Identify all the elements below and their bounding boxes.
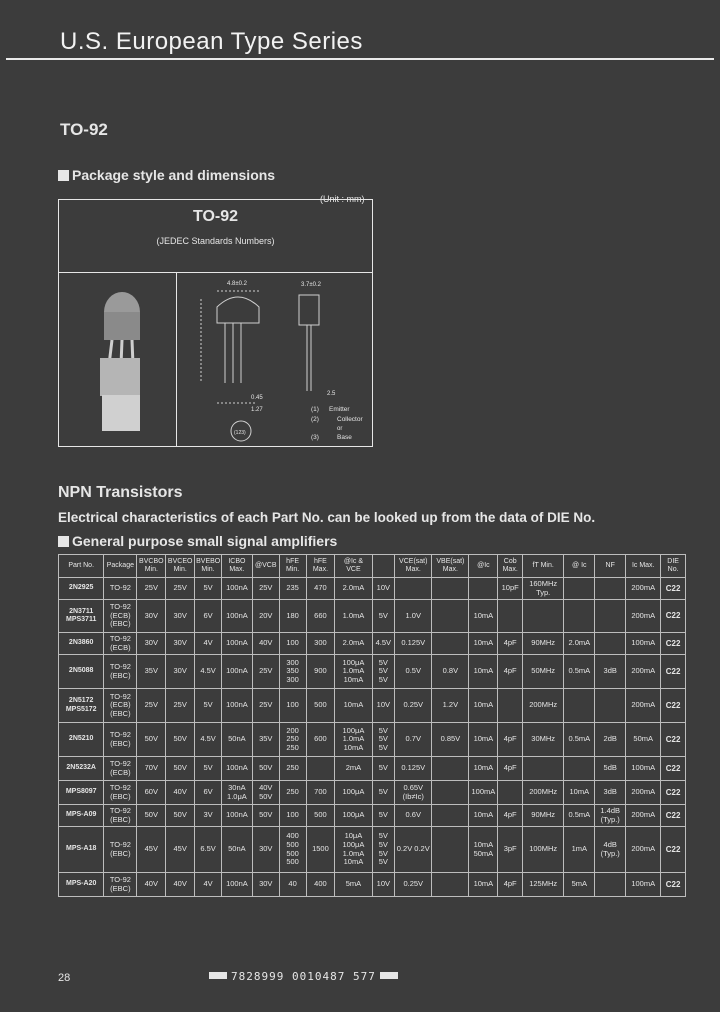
- table-cell: 30V: [137, 600, 166, 633]
- table-cell: 2dB: [595, 723, 626, 757]
- table-cell: 40V: [166, 873, 195, 897]
- table-cell: TO-92 (EBC): [104, 873, 137, 897]
- dim-width: 4.8±0.2: [227, 281, 247, 287]
- table-cell: [432, 633, 469, 655]
- table-cell: 100μA: [335, 781, 372, 805]
- table-cell: 100: [279, 689, 306, 723]
- table-header-cell: VBE(sat) Max.: [432, 555, 469, 578]
- table-row: [59, 633, 686, 655]
- table-cell: 35V: [137, 655, 166, 689]
- table-cell: 5V: [195, 757, 222, 781]
- table-row: [59, 873, 686, 897]
- table-cell: [469, 578, 498, 600]
- table-cell: 100μA 1.0mA 10mA: [335, 655, 372, 689]
- dim-pitch: 2.5: [327, 391, 336, 397]
- table-cell: 0.2V 0.2V: [395, 827, 432, 873]
- table-cell: TO-92 (EBC): [104, 723, 137, 757]
- table-cell: 1.2V: [432, 689, 469, 723]
- table-header-cell: [372, 555, 395, 578]
- table-cell: 100μA 1.0mA 10mA: [335, 723, 372, 757]
- table-header-row: [59, 555, 686, 578]
- table-cell: 600: [306, 723, 335, 757]
- table-cell: 0.25V: [395, 873, 432, 897]
- table-cell: 4pF: [498, 655, 523, 689]
- table-cell: [432, 873, 469, 897]
- table-cell: 4pF: [498, 873, 523, 897]
- table-cell: [306, 757, 335, 781]
- table-cell: 1mA: [564, 827, 595, 873]
- table-cell: 100nA: [221, 633, 252, 655]
- table-cell: 4pF: [498, 633, 523, 655]
- table-cell: 25V: [137, 689, 166, 723]
- table-header-cell: BVCBO Min.: [137, 555, 166, 578]
- table-cell: 160MHz Typ.: [523, 578, 564, 600]
- table-cell: [564, 578, 595, 600]
- die-number-cell: C22: [661, 827, 686, 873]
- table-cell: 30V: [166, 633, 195, 655]
- table-cell: 470: [306, 578, 335, 600]
- table-cell: 30V: [252, 873, 279, 897]
- table-cell: 50MHz: [523, 655, 564, 689]
- table-cell: 5mA: [564, 873, 595, 897]
- table-header-cell: ICBO Max.: [221, 555, 252, 578]
- table-cell: 300 350 300: [279, 655, 306, 689]
- table-cell: 6V: [195, 600, 222, 633]
- table-cell: 4V: [195, 633, 222, 655]
- page-title: U.S. European Type Series: [60, 28, 363, 55]
- table-cell: 200MHz: [523, 689, 564, 723]
- table-cell: 100mA: [469, 781, 498, 805]
- table-cell: 10mA: [469, 805, 498, 827]
- table-cell: 250: [279, 757, 306, 781]
- table-cell: 50nA: [221, 723, 252, 757]
- table-cell: 5V: [195, 689, 222, 723]
- die-number-cell: C22: [661, 633, 686, 655]
- die-number-cell: C22: [661, 781, 686, 805]
- table-cell: TO-92: [104, 578, 137, 600]
- table-cell: TO-92 (EBC): [104, 781, 137, 805]
- table-cell: 100nA: [221, 757, 252, 781]
- table-cell: 10μA 100μA 1.0mA 10mA: [335, 827, 372, 873]
- npn-subheading-text: General purpose small signal amplifiers: [72, 533, 338, 549]
- table-cell: 10mA: [335, 689, 372, 723]
- table-cell: 100nA: [221, 655, 252, 689]
- part-number-cell: 2N5210: [59, 723, 104, 757]
- table-cell: [564, 689, 595, 723]
- dim-lead: 0.45: [251, 395, 263, 401]
- table-cell: [595, 873, 626, 897]
- part-number-cell: MPS-A18: [59, 827, 104, 873]
- table-cell: 40V 50V: [252, 781, 279, 805]
- table-cell: 25V: [252, 689, 279, 723]
- table-cell: 235: [279, 578, 306, 600]
- table-row: [59, 655, 686, 689]
- part-number-cell: 2N2925: [59, 578, 104, 600]
- table-cell: 30MHz: [523, 723, 564, 757]
- table-cell: 25V: [252, 655, 279, 689]
- dim-spacing: 1.27: [251, 407, 263, 413]
- table-cell: 30nA 1.0μA: [221, 781, 252, 805]
- table-header-cell: @Ic: [469, 555, 498, 578]
- table-cell: [432, 827, 469, 873]
- pin-outline-label: (123): [234, 430, 246, 436]
- table-cell: 0.6V: [395, 805, 432, 827]
- package-heading: [58, 167, 275, 183]
- table-cell: [564, 757, 595, 781]
- table-cell: 2.0mA: [564, 633, 595, 655]
- table-cell: 0.5mA: [564, 655, 595, 689]
- table-cell: 30V: [166, 655, 195, 689]
- table-cell: 90MHz: [523, 633, 564, 655]
- table-cell: 25V: [137, 578, 166, 600]
- table-cell: 5V: [195, 578, 222, 600]
- die-number-cell: C22: [661, 689, 686, 723]
- table-cell: 700: [306, 781, 335, 805]
- pin1: (1): [311, 406, 319, 413]
- table-header-cell: BVEBO Min.: [195, 555, 222, 578]
- table-header-cell: DIE No.: [661, 555, 686, 578]
- table-cell: 30V: [137, 633, 166, 655]
- table-cell: TO-92 (EBC): [104, 827, 137, 873]
- table-cell: [595, 689, 626, 723]
- table-row: [59, 723, 686, 757]
- table-cell: 50V: [166, 757, 195, 781]
- table-cell: 50V: [252, 757, 279, 781]
- header-rule: [6, 58, 714, 60]
- table-header-cell: Ic Max.: [626, 555, 661, 578]
- table-cell: 100mA: [626, 633, 661, 655]
- bar-mark-icon: [209, 972, 227, 979]
- barcode-line: [205, 970, 402, 983]
- table-cell: 200mA: [626, 689, 661, 723]
- table-cell: 0.7V: [395, 723, 432, 757]
- table-cell: 100: [279, 633, 306, 655]
- table-cell: 10mA: [469, 633, 498, 655]
- table-cell: 10mA: [469, 723, 498, 757]
- table-cell: 2.0mA: [335, 578, 372, 600]
- table-cell: 0.125V: [395, 757, 432, 781]
- table-cell: 50V: [252, 805, 279, 827]
- dimension-drawing: [177, 273, 373, 446]
- square-bullet-icon: [58, 536, 69, 547]
- table-cell: 2.0mA: [335, 633, 372, 655]
- table-cell: TO-92 (ECB): [104, 757, 137, 781]
- table-cell: 100nA: [221, 873, 252, 897]
- die-number-cell: C22: [661, 873, 686, 897]
- table-cell: 5mA: [335, 873, 372, 897]
- table-cell: 40: [279, 873, 306, 897]
- table-cell: 1.0mA: [335, 600, 372, 633]
- table-header-cell: BVCEO Min.: [166, 555, 195, 578]
- table-cell: 0.25V: [395, 689, 432, 723]
- table-cell: 900: [306, 655, 335, 689]
- part-number-cell: 2N3711 MPS3711: [59, 600, 104, 633]
- table-cell: 10pF: [498, 578, 523, 600]
- table-cell: 50mA: [626, 723, 661, 757]
- table-cell: 0.5mA: [564, 805, 595, 827]
- table-cell: 0.8V: [432, 655, 469, 689]
- table-cell: 1.4dB (Typ.): [595, 805, 626, 827]
- table-cell: [432, 600, 469, 633]
- pin2: (2): [311, 416, 319, 423]
- table-cell: TO-92 (EBC): [104, 805, 137, 827]
- pin2-label: Collector: [337, 416, 363, 423]
- package-standard: (JEDEC Standards Numbers): [156, 236, 275, 246]
- table-row: [59, 600, 686, 633]
- table-cell: 4.5V: [372, 633, 395, 655]
- part-number-cell: 2N5172 MPS5172: [59, 689, 104, 723]
- table-cell: 3dB: [595, 655, 626, 689]
- table-cell: 25V: [166, 689, 195, 723]
- table-cell: 40V: [137, 873, 166, 897]
- table-cell: 100nA: [221, 600, 252, 633]
- die-number-cell: C22: [661, 655, 686, 689]
- table-cell: 200mA: [626, 655, 661, 689]
- part-number-cell: MPS-A20: [59, 873, 104, 897]
- table-cell: 100μA: [335, 805, 372, 827]
- table-cell: 400 500 500 500: [279, 827, 306, 873]
- die-number-cell: C22: [661, 757, 686, 781]
- table-cell: 5V: [372, 781, 395, 805]
- table-cell: [498, 781, 523, 805]
- transistor-photo: [90, 290, 160, 435]
- table-cell: 0.5mA: [564, 723, 595, 757]
- package-heading-text: Package style and dimensions: [72, 167, 276, 183]
- table-cell: 0.85V: [432, 723, 469, 757]
- pin3: (3): [311, 434, 319, 441]
- table-header-cell: NF: [595, 555, 626, 578]
- table-cell: 200mA: [626, 600, 661, 633]
- footer-code: 7828999 0010487 577: [231, 970, 376, 983]
- table-cell: 45V: [166, 827, 195, 873]
- unit-note: (Unit : mm): [320, 194, 365, 204]
- table-cell: 35V: [252, 723, 279, 757]
- table-header-cell: @Ic & VCE: [335, 555, 372, 578]
- table-cell: 100mA: [626, 873, 661, 897]
- table-cell: 5dB: [595, 757, 626, 781]
- table-cell: [595, 633, 626, 655]
- square-bullet-icon: [58, 170, 69, 181]
- table-cell: [432, 757, 469, 781]
- table-cell: 50V: [137, 805, 166, 827]
- table-cell: [395, 578, 432, 600]
- table-cell: 5V 5V 5V: [372, 723, 395, 757]
- table-cell: 4pF: [498, 805, 523, 827]
- table-cell: 200mA: [626, 805, 661, 827]
- table-cell: 125MHz: [523, 873, 564, 897]
- table-cell: 3dB: [595, 781, 626, 805]
- table-row: [59, 689, 686, 723]
- table-header-cell: Part No.: [59, 555, 104, 578]
- table-cell: 4pF: [498, 723, 523, 757]
- table-cell: 40V: [166, 781, 195, 805]
- table-cell: 4.5V: [195, 723, 222, 757]
- table-cell: [595, 600, 626, 633]
- table-cell: 50V: [137, 723, 166, 757]
- table-cell: 30V: [166, 600, 195, 633]
- table-cell: 100nA: [221, 805, 252, 827]
- table-cell: 180: [279, 600, 306, 633]
- table-cell: 10V: [372, 578, 395, 600]
- table-cell: 100nA: [221, 578, 252, 600]
- dim-depth: 3.7±0.2: [301, 282, 321, 288]
- npn-subheading: [58, 533, 337, 549]
- table-cell: 0.65V (Ib≠Ic): [395, 781, 432, 805]
- table-cell: TO-92 (ECB): [104, 633, 137, 655]
- table-cell: TO-92 (EBC): [104, 655, 137, 689]
- table-cell: 4pF: [498, 757, 523, 781]
- table-header-cell: VCE(sat) Max.: [395, 555, 432, 578]
- table-cell: 10mA: [469, 757, 498, 781]
- table-cell: 50V: [166, 723, 195, 757]
- table-cell: [432, 805, 469, 827]
- table-cell: 100: [279, 805, 306, 827]
- part-number-cell: 2N5088: [59, 655, 104, 689]
- table-cell: 90MHz: [523, 805, 564, 827]
- table-cell: 500: [306, 805, 335, 827]
- table-cell: 60V: [137, 781, 166, 805]
- page-number: 28: [58, 972, 71, 984]
- table-cell: 3V: [195, 805, 222, 827]
- package-name: TO-92: [192, 208, 239, 225]
- table-header-cell: Cob Max.: [498, 555, 523, 578]
- table-header-cell: fT Min.: [523, 555, 564, 578]
- table-cell: [432, 578, 469, 600]
- table-row: [59, 578, 686, 600]
- table-cell: 25V: [252, 578, 279, 600]
- table-cell: 660: [306, 600, 335, 633]
- table-cell: 5V: [372, 600, 395, 633]
- table-cell: 0.5V: [395, 655, 432, 689]
- die-number-cell: C22: [661, 600, 686, 633]
- part-number-cell: MPS8097: [59, 781, 104, 805]
- table-cell: 4.5V: [195, 655, 222, 689]
- table-cell: [523, 757, 564, 781]
- table-cell: 0.125V: [395, 633, 432, 655]
- table-row: [59, 805, 686, 827]
- part-number-cell: MPS-A09: [59, 805, 104, 827]
- table-cell: 10mA: [469, 873, 498, 897]
- table-cell: 5V 5V 5V: [372, 655, 395, 689]
- table-cell: 70V: [137, 757, 166, 781]
- table-cell: 20V: [252, 600, 279, 633]
- table-cell: 4V: [195, 873, 222, 897]
- table-row: [59, 757, 686, 781]
- table-cell: 100MHz: [523, 827, 564, 873]
- pin-or: or: [337, 426, 343, 432]
- die-number-cell: C22: [661, 805, 686, 827]
- table-cell: [595, 578, 626, 600]
- table-cell: 5V: [372, 805, 395, 827]
- table-row: [59, 827, 686, 873]
- die-number-cell: C22: [661, 578, 686, 600]
- table-cell: 10mA: [564, 781, 595, 805]
- table-cell: 200mA: [626, 781, 661, 805]
- table-cell: 50V: [166, 805, 195, 827]
- table-cell: [523, 600, 564, 633]
- table-cell: 400: [306, 873, 335, 897]
- pin3-label: Base: [337, 434, 352, 441]
- pin1-label: Emitter: [329, 406, 350, 413]
- table-cell: 1.0V: [395, 600, 432, 633]
- table-cell: [432, 781, 469, 805]
- table-cell: 10mA: [469, 689, 498, 723]
- table-cell: 6.5V: [195, 827, 222, 873]
- table-cell: TO-92 (ECB) (EBC): [104, 689, 137, 723]
- table-cell: 50nA: [221, 827, 252, 873]
- table-cell: 45V: [137, 827, 166, 873]
- table-cell: 10V: [372, 873, 395, 897]
- table-cell: 500: [306, 689, 335, 723]
- table-cell: 10mA: [469, 655, 498, 689]
- table-cell: [498, 600, 523, 633]
- npn-description: Electrical characteristics of each Part No. can be looked up from the data of DIE No.: [58, 510, 596, 525]
- table-cell: 100nA: [221, 689, 252, 723]
- table-cell: 5V 5V 5V 5V: [372, 827, 395, 873]
- table-cell: 10mA 50mA: [469, 827, 498, 873]
- table-cell: 1500: [306, 827, 335, 873]
- die-number-cell: C22: [661, 723, 686, 757]
- npn-spec-table: [58, 554, 686, 897]
- table-cell: 250: [279, 781, 306, 805]
- table-cell: 6V: [195, 781, 222, 805]
- table-header-cell: @ Ic: [564, 555, 595, 578]
- npn-title: NPN Transistors: [58, 484, 183, 501]
- table-cell: 3pF: [498, 827, 523, 873]
- table-cell: 25V: [166, 578, 195, 600]
- table-cell: 2mA: [335, 757, 372, 781]
- section-title: TO-92: [60, 120, 108, 139]
- table-cell: 200 250 250: [279, 723, 306, 757]
- table-cell: 100mA: [626, 757, 661, 781]
- part-number-cell: 2N3860: [59, 633, 104, 655]
- table-cell: [564, 600, 595, 633]
- part-number-cell: 2N5232A: [59, 757, 104, 781]
- table-cell: 30V: [252, 827, 279, 873]
- bar-mark-icon: [380, 972, 398, 979]
- table-cell: 200mA: [626, 827, 661, 873]
- table-header-cell: hFE Max.: [306, 555, 335, 578]
- table-row: [59, 781, 686, 805]
- table-cell: 200mA: [626, 578, 661, 600]
- table-header-cell: @VCB: [252, 555, 279, 578]
- table-header-cell: Package: [104, 555, 137, 578]
- table-cell: 5V: [372, 757, 395, 781]
- table-cell: 4dB (Typ.): [595, 827, 626, 873]
- table-cell: [498, 689, 523, 723]
- table-cell: 300: [306, 633, 335, 655]
- table-cell: 10mA: [469, 600, 498, 633]
- table-header-cell: hFE Min.: [279, 555, 306, 578]
- table-cell: 200MHz: [523, 781, 564, 805]
- table-cell: 40V: [252, 633, 279, 655]
- table-cell: 10V: [372, 689, 395, 723]
- table-cell: TO-92 (ECB) (EBC): [104, 600, 137, 633]
